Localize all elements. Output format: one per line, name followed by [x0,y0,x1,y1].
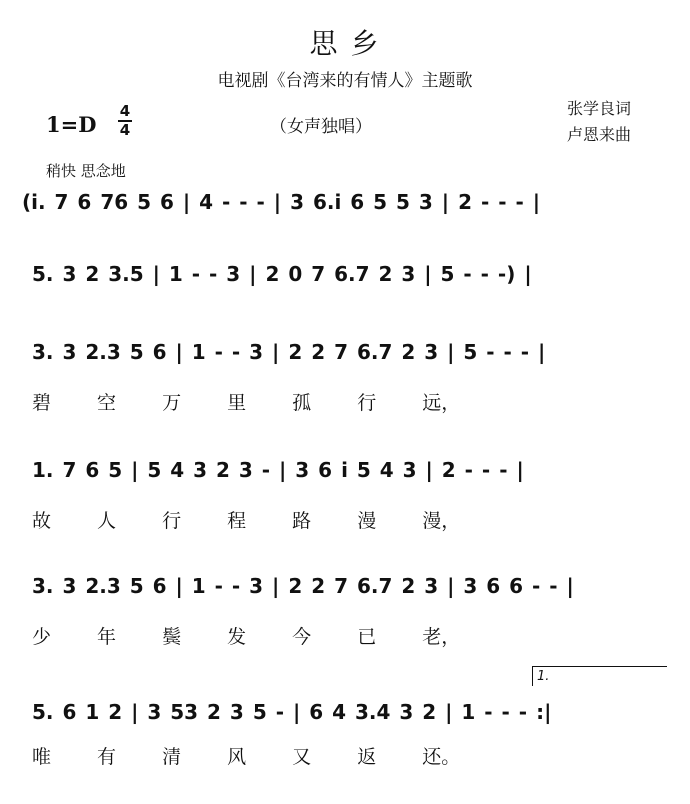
score-line-4: 1. 7 6 5 | 5 4 3 2 3 - | 3 6 i 5 4 3 | 2 - - - | [32,458,524,482]
lyric-line-5: 少 年 鬓 发 今 已 老， [32,626,461,648]
lyric-line-4: 故 人 行 程 路 漫 漫， [32,510,461,532]
lyric-line-6: 唯 有 清 风 又 返 还。 [32,746,461,768]
score-line-1: (i. 7 6 76 5 6 | 4 - - - | 3 6.i 6 5 5 3 | 2 - - - | [22,190,541,214]
score-line-6: 5. 6 1 2 | 3 53 2 3 5 - | 6 4 3.4 3 2 | 1 - - - :| [32,700,552,724]
composer-credit: 卢恩来曲 [567,125,632,144]
key-signature: 1=D [46,112,97,137]
song-title: 思 乡 [309,27,381,60]
time-signature [118,103,132,139]
score-line-5: 3. 3 2.3 5 6 | 1 - - 3 | 2 2 7 6.7 2 3 | 3 6 6 - - | [32,574,574,598]
score-line-3: 3. 3 2.3 5 6 | 1 - - 3 | 2 2 7 6.7 2 3 | 5 - - - | [32,340,546,364]
voice-type: （女声独唱） [270,117,372,137]
score-line-2: 5. 3 2 3.5 | 1 - - 3 | 2 0 7 6.7 2 3 | 5 - - -) | [32,262,532,286]
lyricist-credit: 张学良词 [567,99,632,118]
meter-top: 4 [119,102,131,120]
meter-bottom: 4 [119,121,131,139]
first-ending-bracket: 1. [532,666,667,686]
song-subtitle: 电视剧《台湾来的有情人》主题歌 [217,71,473,91]
tempo-marking: 稍快 思念地 [46,162,126,180]
lyric-line-3: 碧 空 万 里 孤 行 远， [32,392,461,414]
